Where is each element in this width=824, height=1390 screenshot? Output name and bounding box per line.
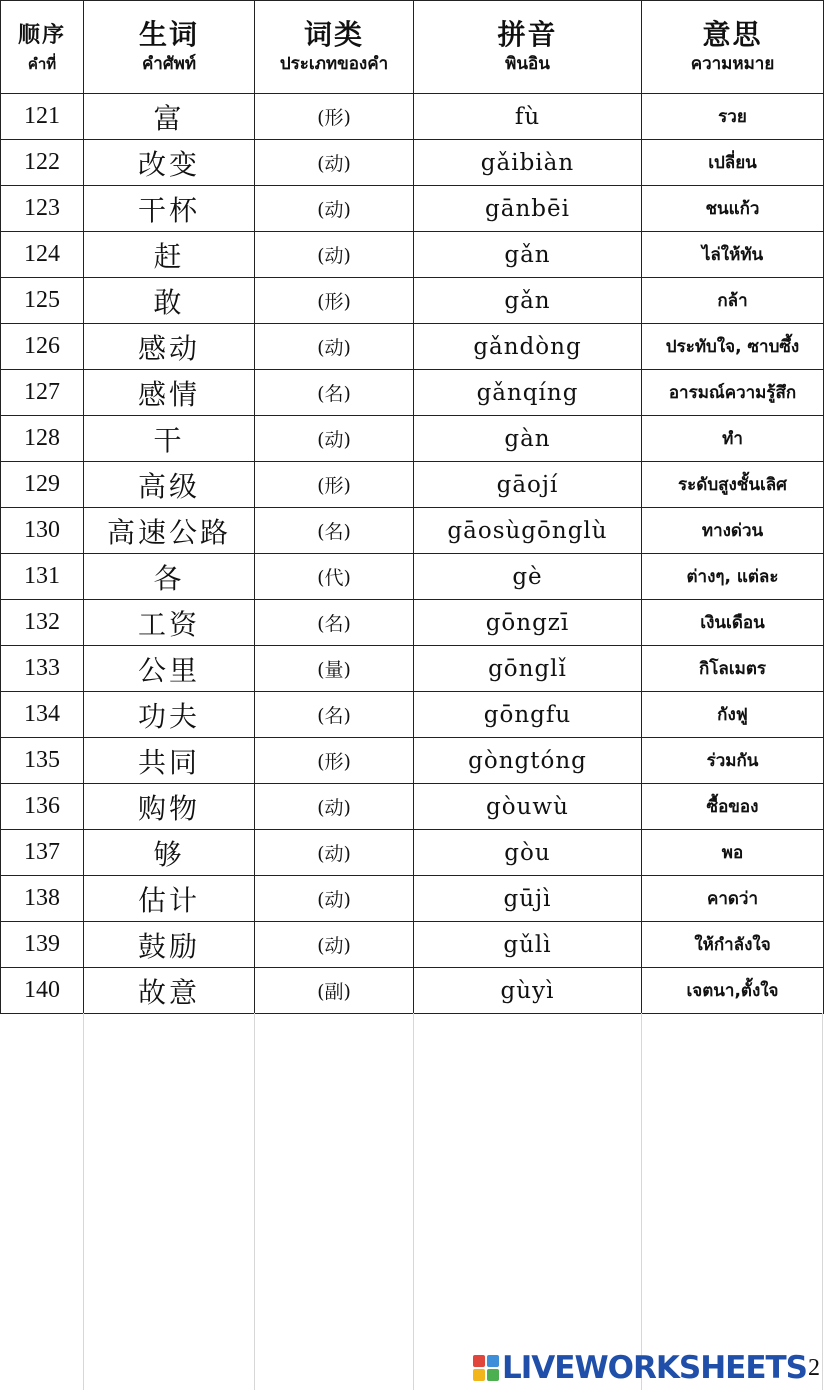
row-word: 鼓励	[84, 922, 255, 968]
table-row	[1, 186, 824, 232]
row-pinyin: gǎndòng	[414, 324, 642, 370]
row-meaning: ไล่ให้ทัน	[642, 232, 824, 278]
row-word: 敢	[84, 278, 255, 324]
header-pinyin-th: พินอิน	[505, 54, 550, 74]
divider-line	[822, 1013, 823, 1390]
header-pinyin	[414, 1, 642, 94]
table-row	[1, 416, 824, 462]
header-order	[1, 1, 84, 94]
logo-text: LIVEWORKSHEETS	[502, 1350, 807, 1386]
row-part-of-speech: (形)	[255, 738, 414, 784]
row-pinyin: gāosùgōnglù	[414, 508, 642, 554]
row-part-of-speech: (动)	[255, 784, 414, 830]
table-row	[1, 232, 824, 278]
row-number: 136	[1, 784, 84, 830]
row-number: 125	[1, 278, 84, 324]
row-meaning: กิโลเมตร	[642, 646, 824, 692]
row-meaning: คาดว่า	[642, 876, 824, 922]
logo-square	[473, 1355, 485, 1367]
row-number: 137	[1, 830, 84, 876]
row-word: 感情	[84, 370, 255, 416]
row-pinyin: gòuwù	[414, 784, 642, 830]
row-number: 121	[1, 94, 84, 140]
row-part-of-speech: (动)	[255, 922, 414, 968]
blank-table-area	[0, 1013, 823, 1390]
row-number: 133	[1, 646, 84, 692]
logo-square	[473, 1369, 485, 1381]
row-part-of-speech: (名)	[255, 508, 414, 554]
row-pinyin: gǎnqíng	[414, 370, 642, 416]
row-pinyin: gàn	[414, 416, 642, 462]
row-number: 140	[1, 968, 84, 1014]
row-number: 123	[1, 186, 84, 232]
row-pinyin: gōnglǐ	[414, 646, 642, 692]
row-pinyin: gǎn	[414, 278, 642, 324]
row-part-of-speech: (动)	[255, 140, 414, 186]
row-number: 138	[1, 876, 84, 922]
row-part-of-speech: (副)	[255, 968, 414, 1014]
divider-line	[254, 1013, 255, 1390]
liveworksheets-logo-icon	[473, 1355, 499, 1381]
row-pinyin: gǎn	[414, 232, 642, 278]
table-row	[1, 462, 824, 508]
row-number: 131	[1, 554, 84, 600]
row-word: 高级	[84, 462, 255, 508]
table-body	[1, 94, 824, 1014]
header-pos-th: ประเภทของคำ	[279, 54, 389, 74]
row-pinyin: gāojí	[414, 462, 642, 508]
row-part-of-speech: (代)	[255, 554, 414, 600]
row-part-of-speech: (名)	[255, 600, 414, 646]
table-row	[1, 600, 824, 646]
row-word: 干	[84, 416, 255, 462]
row-number: 132	[1, 600, 84, 646]
row-pinyin: gānbēi	[414, 186, 642, 232]
table-row	[1, 738, 824, 784]
row-pinyin: gǔlì	[414, 922, 642, 968]
row-part-of-speech: (形)	[255, 462, 414, 508]
row-part-of-speech: (动)	[255, 324, 414, 370]
table-row	[1, 140, 824, 186]
row-meaning: กล้า	[642, 278, 824, 324]
row-part-of-speech: (动)	[255, 830, 414, 876]
logo-square	[487, 1355, 499, 1367]
header-pinyin-zh: 拼音	[497, 18, 558, 51]
row-pinyin: fù	[414, 94, 642, 140]
table-row	[1, 784, 824, 830]
header-meaning-zh: 意思	[702, 18, 763, 51]
row-part-of-speech: (形)	[255, 278, 414, 324]
table-row	[1, 554, 824, 600]
table-row	[1, 278, 824, 324]
row-part-of-speech: (动)	[255, 186, 414, 232]
row-number: 122	[1, 140, 84, 186]
row-number: 129	[1, 462, 84, 508]
table-row	[1, 922, 824, 968]
row-word: 功夫	[84, 692, 255, 738]
row-word: 故意	[84, 968, 255, 1014]
row-word: 购物	[84, 784, 255, 830]
row-meaning: เงินเดือน	[642, 600, 824, 646]
header-pos-zh: 词类	[303, 18, 364, 51]
row-part-of-speech: (名)	[255, 692, 414, 738]
table-row	[1, 324, 824, 370]
header-meaning	[642, 1, 824, 94]
table-row	[1, 692, 824, 738]
row-word: 共同	[84, 738, 255, 784]
divider-line	[641, 1013, 642, 1390]
row-meaning: ทางด่วน	[642, 508, 824, 554]
table-row	[1, 508, 824, 554]
header-order-zh: 顺序	[17, 22, 66, 48]
row-number: 130	[1, 508, 84, 554]
logo-square	[487, 1369, 499, 1381]
row-part-of-speech: (动)	[255, 416, 414, 462]
row-meaning: กังฟู	[642, 692, 824, 738]
row-meaning: อารมณ์ความรู้สึก	[642, 370, 824, 416]
row-word: 各	[84, 554, 255, 600]
table-header	[1, 1, 824, 94]
row-number: 128	[1, 416, 84, 462]
row-word: 改变	[84, 140, 255, 186]
row-meaning: พอ	[642, 830, 824, 876]
header-word-th: คำศัพท์	[141, 54, 197, 74]
row-number: 139	[1, 922, 84, 968]
row-meaning: ให้กำลังใจ	[642, 922, 824, 968]
row-meaning: ประทับใจ, ซาบซึ้ง	[642, 324, 824, 370]
row-meaning: ทำ	[642, 416, 824, 462]
row-pinyin: gōngfu	[414, 692, 642, 738]
row-number: 127	[1, 370, 84, 416]
row-word: 高速公路	[84, 508, 255, 554]
row-part-of-speech: (动)	[255, 876, 414, 922]
row-part-of-speech: (名)	[255, 370, 414, 416]
row-word: 公里	[84, 646, 255, 692]
row-meaning: ต่างๆ, แต่ละ	[642, 554, 824, 600]
table-row	[1, 876, 824, 922]
row-word: 够	[84, 830, 255, 876]
table-row	[1, 968, 824, 1014]
row-word: 估计	[84, 876, 255, 922]
row-word: 干杯	[84, 186, 255, 232]
row-meaning: ซื้อของ	[642, 784, 824, 830]
row-pinyin: gùyì	[414, 968, 642, 1014]
liveworksheets-logo	[473, 1350, 820, 1386]
row-number: 135	[1, 738, 84, 784]
row-word: 富	[84, 94, 255, 140]
divider-line	[413, 1013, 414, 1390]
row-pinyin: gòu	[414, 830, 642, 876]
header-word	[84, 1, 255, 94]
header-order-th: คำที่	[27, 55, 57, 73]
table-row	[1, 646, 824, 692]
table-row	[1, 94, 824, 140]
page-number: 2	[808, 1354, 820, 1381]
divider-line	[83, 1013, 84, 1390]
row-number: 134	[1, 692, 84, 738]
row-number: 126	[1, 324, 84, 370]
row-pinyin: gǎibiàn	[414, 140, 642, 186]
table-row	[1, 370, 824, 416]
row-part-of-speech: (量)	[255, 646, 414, 692]
header-meaning-th: ความหมาย	[690, 54, 775, 74]
row-meaning: ระดับสูงชั้นเลิศ	[642, 462, 824, 508]
header-part-of-speech	[255, 1, 414, 94]
row-meaning: เจตนา,ตั้งใจ	[642, 968, 824, 1014]
row-number: 124	[1, 232, 84, 278]
row-word: 工资	[84, 600, 255, 646]
table-row	[1, 830, 824, 876]
row-meaning: ร่วมกัน	[642, 738, 824, 784]
row-pinyin: gòngtóng	[414, 738, 642, 784]
row-part-of-speech: (动)	[255, 232, 414, 278]
row-part-of-speech: (形)	[255, 94, 414, 140]
row-meaning: ชนแก้ว	[642, 186, 824, 232]
row-pinyin: gōngzī	[414, 600, 642, 646]
row-pinyin: gūjì	[414, 876, 642, 922]
row-meaning: เปลี่ยน	[642, 140, 824, 186]
row-pinyin: gè	[414, 554, 642, 600]
row-meaning: รวย	[642, 94, 824, 140]
row-word: 赶	[84, 232, 255, 278]
row-word: 感动	[84, 324, 255, 370]
header-word-zh: 生词	[138, 18, 199, 51]
